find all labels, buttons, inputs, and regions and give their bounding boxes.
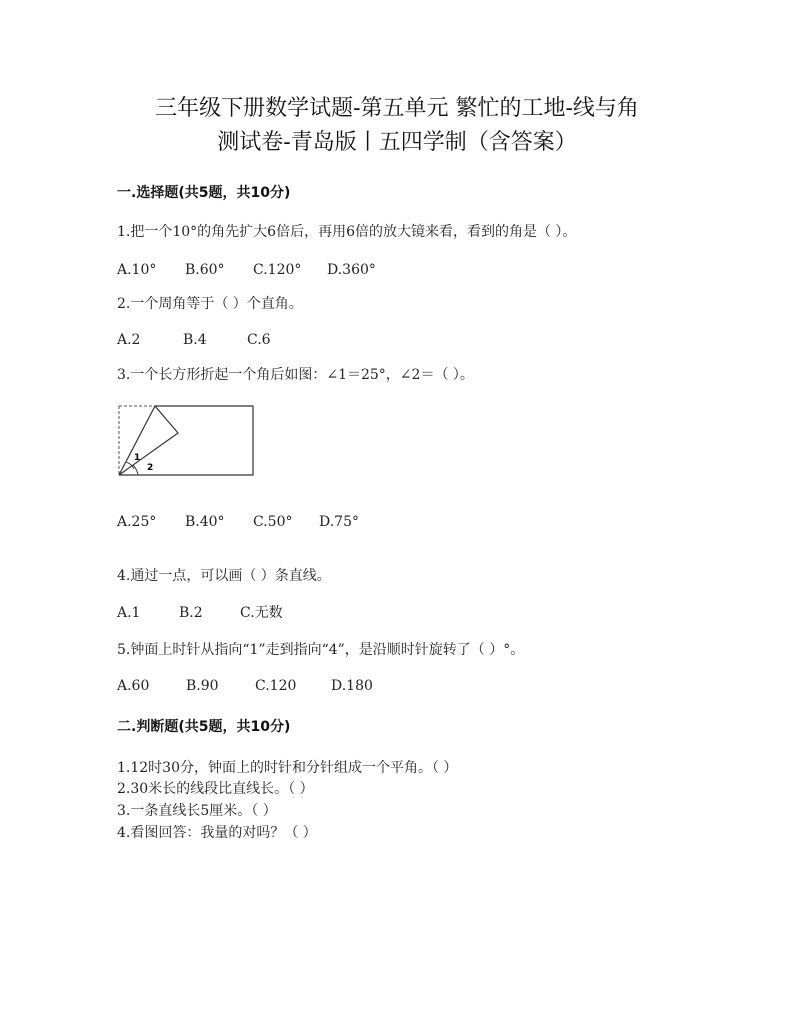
question-5: 5.钟面上时针从指向“1”走到指向“4”，是沿顺时针旋转了（ ）°。	[117, 642, 525, 658]
option-c: C.120°	[253, 262, 302, 278]
judge-question-2: 2.30米长的线段比直线长。（ ）	[117, 781, 314, 797]
question-2: 2.一个周角等于（ ）个直角。	[117, 296, 303, 312]
option-b: B.60°	[185, 262, 225, 278]
option-a: A.10°	[117, 262, 157, 278]
option-c: C.120	[255, 678, 297, 694]
option-d: D.360°	[327, 262, 376, 278]
page-title-line1: 三年级下册数学试题-第五单元 繁忙的工地-线与角	[155, 96, 639, 121]
option-c: C.50°	[253, 514, 293, 530]
angle-1-label: 1	[134, 453, 141, 463]
option-b: B.40°	[185, 514, 225, 530]
option-b: B.2	[179, 605, 203, 621]
page-title-line2: 测试卷-青岛版丨五四学制（含答案）	[217, 130, 577, 155]
option-b: B.90	[186, 678, 219, 694]
option-b: B.4	[183, 332, 207, 348]
section-heading-judge: 二.判断题(共5题，共10分)	[117, 719, 291, 735]
option-c: C.6	[247, 332, 271, 348]
angle-2-arc	[133, 465, 138, 475]
question-1: 1.把一个10°的角先扩大6倍后，再用6倍的放大镜来看，看到的角是（ ）。	[117, 224, 577, 240]
option-d: D.75°	[319, 514, 359, 530]
option-a: A.2	[117, 332, 141, 348]
question-4-options	[117, 603, 283, 623]
judge-question-1: 1.12时30分，钟面上的时针和分针组成一个平角。（ ）	[117, 760, 458, 776]
angle-2-label: 2	[147, 463, 154, 473]
folded-rectangle-figure	[116, 402, 258, 480]
judge-question-3: 3.一条直线长5厘米。（ ）	[117, 803, 277, 819]
question-2-options	[117, 330, 271, 350]
question-5-options	[117, 676, 373, 696]
question-1-options	[117, 260, 376, 280]
option-a: A.60	[117, 678, 150, 694]
option-c: C.无数	[240, 605, 283, 621]
option-a: A.1	[117, 605, 141, 621]
question-3-options	[117, 512, 359, 532]
question-3: 3.一个长方形折起一个角后如图：∠1＝25°，∠2＝（ ）。	[117, 367, 474, 383]
rectangle-outline	[119, 406, 253, 475]
question-4: 4.通过一点，可以画（ ）条直线。	[117, 568, 331, 584]
option-a: A.25°	[117, 514, 157, 530]
judge-question-4: 4.看图回答：我量的对吗？（ ）	[117, 825, 317, 841]
section-heading-choice: 一.选择题(共5题，共10分)	[117, 185, 291, 201]
option-d: D.180	[331, 678, 373, 694]
